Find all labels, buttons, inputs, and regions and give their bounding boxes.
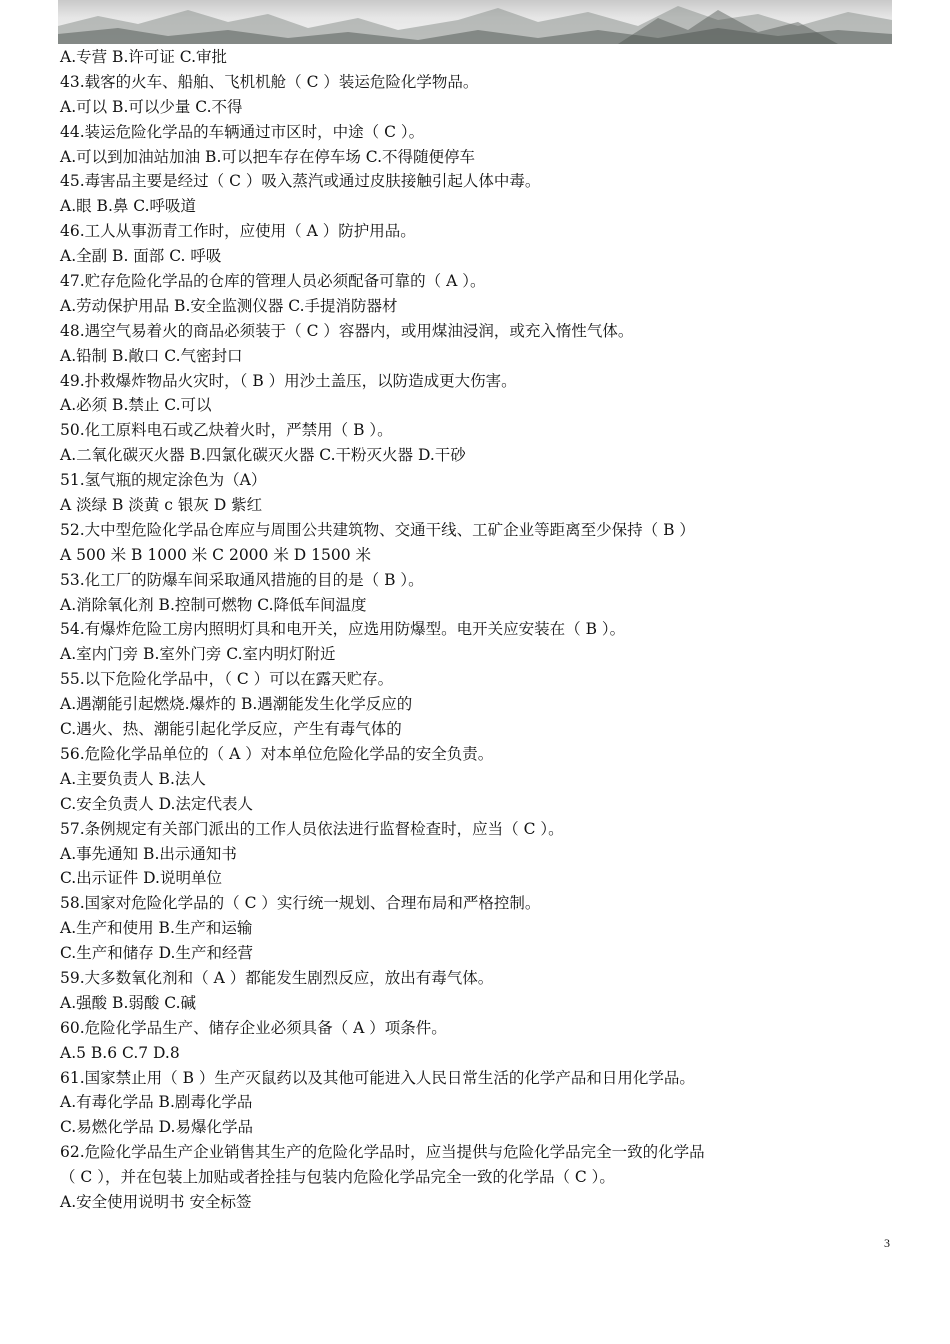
- text-line: A.专营 B.许可证 C.审批: [60, 48, 228, 66]
- options-line: A.生产和使用 B.生产和运输: [60, 919, 253, 938]
- options-line: C.生产和储存 D.生产和经营: [60, 944, 253, 963]
- question-line: 52.大中型危险化学品仓库应与周围公共建筑物、交通干线、工矿企业等距离至少保持（ B ）: [60, 520, 695, 539]
- options-line: A.事先通知 B.出示通知书: [60, 844, 237, 863]
- question-line: 53.化工厂的防爆车间采取通风措施的目的是（ B ）。: [60, 570, 424, 589]
- question-line: 47.贮存危险化学品的仓库的管理人员必须配备可靠的（ A ）。: [60, 272, 486, 291]
- question-line: 54.有爆炸危险工房内照明灯具和电开关，应选用防爆型。电开关应安装在（ B ）。: [60, 620, 626, 639]
- question-line: 61.国家禁止用（ B ）生产灭鼠药以及其他可能进入人民日常生活的化学产品和日用化学品。: [60, 1068, 695, 1087]
- question-line: 57.条例规定有关部门派出的工作人员依法进行监督检查时，应当（ C ）。: [60, 819, 564, 838]
- options-line: A 500 米 B 1000 米 C 2000 米 D 1500 米: [60, 545, 371, 564]
- options-line: C.出示证件 D.说明单位: [60, 869, 222, 888]
- options-line: A.必须 B.禁止 C.可以: [60, 396, 212, 415]
- options-line: C.遇火、热、潮能引起化学反应，产生有毒气体的: [60, 720, 402, 739]
- question-line: 62.危险化学品生产企业销售其生产的危险化学品时，应当提供与危险化学品完全一致的化学品: [60, 1143, 705, 1162]
- options-line: A.眼 B.鼻 C.呼吸道: [60, 197, 197, 216]
- header-banner-image: [58, 0, 892, 44]
- options-line: A.有毒化学品 B.剧毒化学品: [60, 1093, 253, 1112]
- question-line: 49.扑救爆炸物品火灾时，（ B ）用沙土盖压，以防造成更大伤害。: [60, 371, 517, 390]
- options-line: C.易燃化学品 D.易爆化学品: [60, 1118, 253, 1137]
- options-line: A.二氧化碳灭火器 B.四氯化碳灭火器 C.干粉灭火器 D.干砂: [60, 446, 466, 465]
- options-line: A.遇潮能引起燃烧.爆炸的 B.遇潮能发生化学反应的: [60, 695, 413, 714]
- question-line: 51.氢气瓶的规定涂色为（A）: [60, 471, 267, 490]
- options-line: A 淡绿 B 淡黄 c 银灰 D 紫红: [60, 496, 263, 515]
- question-line: 59.大多数氧化剂和（ A ）都能发生剧烈反应，放出有毒气体。: [60, 968, 494, 987]
- options-line: A.可以 B.可以少量 C.不得: [60, 97, 243, 116]
- question-line: 45.毒害品主要是经过（ C ）吸入蒸汽或通过皮肤接触引起人体中毒。: [60, 172, 541, 191]
- page-number: 3: [884, 1236, 890, 1250]
- options-line: A.消除氧化剂 B.控制可燃物 C.降低车间温度: [60, 595, 367, 614]
- options-line: C.安全负责人 D.法定代表人: [60, 794, 253, 813]
- question-line: 43.载客的火车、船舶、飞机机舱（ C ）装运危险化学物品。: [60, 72, 479, 91]
- options-line: A.可以到加油站加油 B.可以把车存在停车场 C.不得随便停车: [60, 147, 476, 166]
- options-line: A.铅制 B.敞口 C.气密封口: [60, 346, 243, 365]
- question-line: 56.危险化学品单位的（ A ）对本单位危险化学品的安全负责。: [60, 744, 494, 763]
- options-line: A.5 B.6 C.7 D.8: [60, 1043, 180, 1062]
- question-line: 60.危险化学品生产、储存企业必须具备（ A ）项条件。: [60, 1018, 447, 1037]
- question-line: 50.化工原料电石或乙炔着火时，严禁用（ B ）。: [60, 421, 393, 440]
- question-line: 44.装运危险化学品的车辆通过市区时，中途（ C ）。: [60, 122, 425, 141]
- options-line: A.安全使用说明书 安全标签: [60, 1192, 252, 1211]
- options-line: A.强酸 B.弱酸 C.碱: [60, 993, 197, 1012]
- question-line: （ C ），并在包装上加贴或者拴挂与包装内危险化学品完全一致的化学品（ C ）。: [60, 1168, 615, 1187]
- options-line: A.全副 B. 面部 C. 呼吸: [60, 247, 222, 266]
- mountain-landscape-icon: [58, 0, 892, 44]
- question-line: 48.遇空气易着火的商品必须装于（ C ）容器内，或用煤油浸润，或充入惰性气体。: [60, 321, 634, 340]
- options-line: A.劳动保护用品 B.安全监测仪器 C.手提消防器材: [60, 296, 398, 315]
- question-line: 58.国家对危险化学品的（ C ）实行统一规划、合理布局和严格控制。: [60, 894, 541, 913]
- document-body: [60, 45, 900, 1215]
- question-line: 46.工人从事沥青工作时，应使用（ A ）防护用品。: [60, 222, 416, 241]
- question-line: 55.以下危险化学品中，（ C ）可以在露天贮存。: [60, 670, 394, 689]
- options-line: A.主要负责人 B.法人: [60, 769, 206, 788]
- options-line: A.室内门旁 B.室外门旁 C.室内明灯附近: [60, 645, 336, 664]
